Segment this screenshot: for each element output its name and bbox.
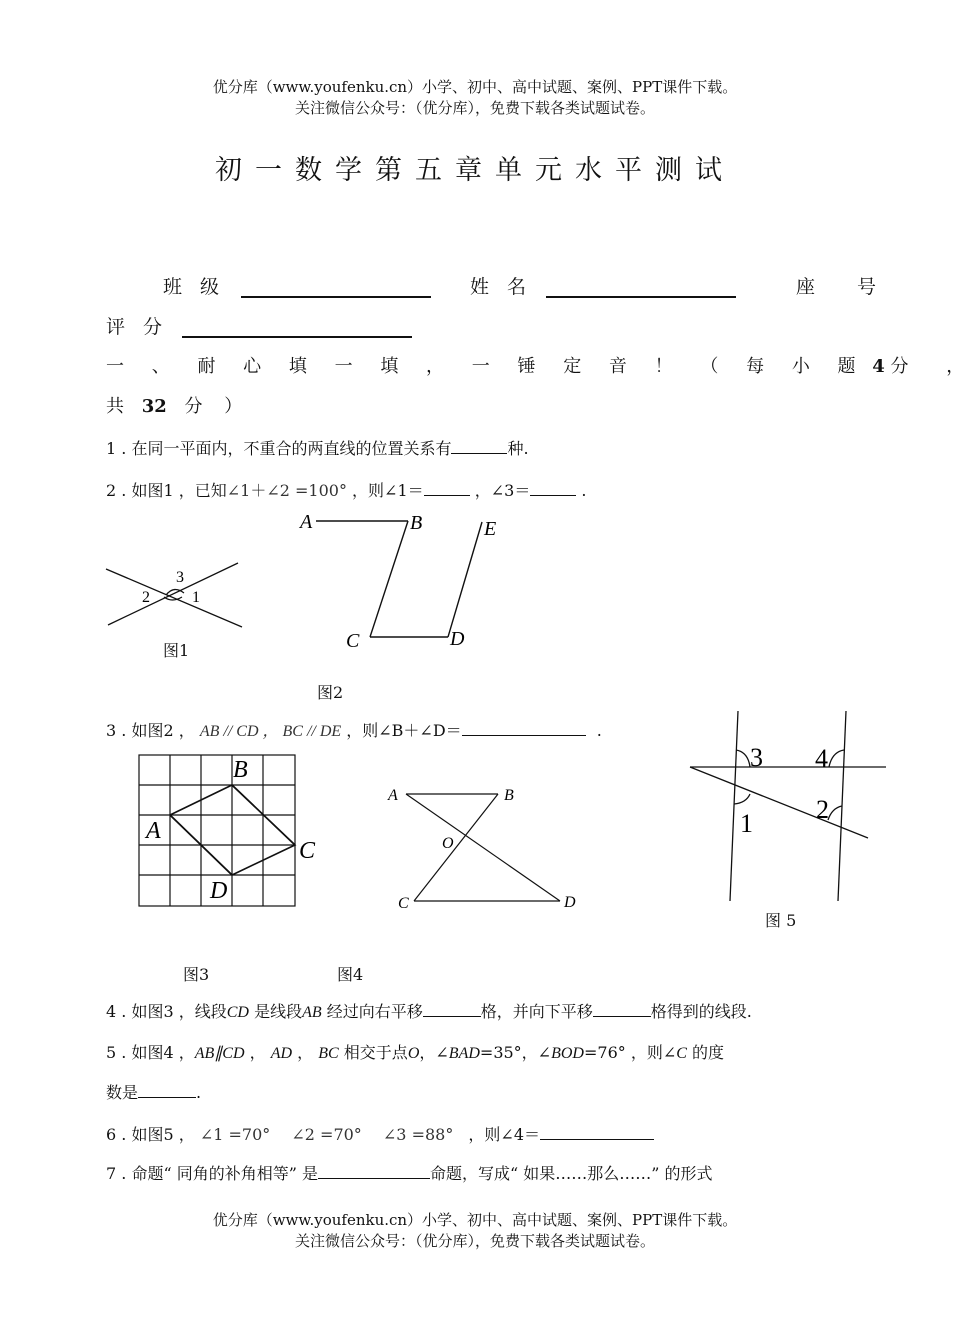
q5-text-g: =76° — [583, 1043, 626, 1062]
q5-number: 5 . — [106, 1043, 127, 1062]
question-5-line-2 — [106, 1082, 201, 1104]
q2-text-b: ，则∠1＝ — [352, 481, 424, 500]
footer-line-2: 关注微信公众号：（优分库），免费下载各类试题试卷。 — [294, 1232, 655, 1250]
section-heading-line2 — [106, 396, 250, 418]
q6-number: 6 . — [106, 1125, 127, 1144]
name-label: 姓 名 — [470, 276, 533, 298]
fig5-label-4: 4 — [815, 744, 828, 773]
q1-text-a: 在同一平面内，不重合的两直线的位置关系有 — [131, 439, 452, 458]
question-7 — [106, 1163, 713, 1185]
q2-text-d: . — [581, 481, 587, 500]
q4-blank-2[interactable] — [593, 1001, 651, 1017]
q5-angle-bod: BOD — [551, 1045, 584, 1062]
q3-number: 3 . — [106, 721, 127, 740]
q4-segment-ab: AB — [302, 1004, 322, 1021]
q4-segment-cd: CD — [226, 1004, 249, 1021]
q4-text-c: 经过向右平移 — [326, 1002, 423, 1021]
score-blank[interactable] — [182, 336, 412, 338]
q3-text-c: . — [596, 721, 602, 740]
section-heading-text-2: 分 ， — [890, 356, 980, 377]
fig4-label-o: O — [442, 835, 454, 852]
q5-text-e: ，∠ — [419, 1043, 449, 1062]
q4-text-b: 是线段 — [254, 1002, 303, 1021]
fig2-label-a: A — [300, 511, 313, 533]
fig2-label-c: C — [346, 630, 360, 652]
figure-4-caption: 图4 — [337, 965, 364, 984]
q6-text-a: 如图5 ， — [131, 1125, 195, 1144]
fig2-label-e: E — [484, 518, 497, 540]
q1-text-b: 种. — [507, 439, 529, 458]
q2-number: 2 . — [106, 481, 127, 500]
section-points-total: 32 — [141, 396, 167, 417]
fig5-label-1: 1 — [740, 809, 753, 838]
q2-condition: ∠1＋∠2 =100° — [226, 481, 347, 500]
question-2 — [106, 480, 587, 502]
q5-angle-c: C — [676, 1045, 687, 1062]
seat-label: 座 号 — [796, 276, 895, 298]
q5-bc: BC — [318, 1045, 339, 1062]
q1-number: 1 . — [106, 439, 127, 458]
figure-3-caption: 图3 — [183, 965, 210, 984]
figure-1 — [100, 555, 250, 635]
score-label: 评 分 — [106, 316, 169, 338]
class-blank[interactable] — [241, 296, 431, 298]
q5-line2-b: . — [196, 1083, 202, 1102]
section-heading-text: 一 、 耐 心 填 一 填 ， 一 锤 定 音 ！ （ 每 小 题 — [106, 356, 867, 377]
q1-blank[interactable] — [451, 438, 507, 454]
section-heading-gong: 共 — [106, 396, 124, 417]
fig3-label-c: C — [299, 838, 316, 864]
header-line-2: 关注微信公众号：（优分库），免费下载各类试题试卷。 — [294, 99, 655, 117]
question-5 — [106, 1042, 724, 1065]
q7-blank[interactable] — [318, 1163, 430, 1179]
q5-text-d: 相交于点 — [343, 1043, 408, 1062]
q4-blank-1[interactable] — [423, 1001, 481, 1017]
fig1-label-2: 2 — [142, 589, 150, 606]
figure-1-caption: 图1 — [163, 641, 190, 660]
q4-text-d: 格，并向下平移 — [480, 1002, 593, 1021]
q5-angle-bad: BAD — [448, 1045, 480, 1062]
q5-text-b: ， — [249, 1043, 266, 1062]
q3-blank[interactable] — [462, 720, 586, 736]
figure-5-caption: 图 5 — [765, 911, 797, 930]
q6-angle-1: ∠1 =70° — [199, 1125, 271, 1144]
fig1-label-1: 1 — [192, 589, 200, 606]
q4-text-e: 格得到的线段. — [650, 1002, 752, 1021]
figure-2-caption: 图2 — [317, 683, 344, 702]
footer-line-1: 优分库（www.youfenku.cn）小学、初中、高中试题、案例、PPT课件下载。 — [212, 1211, 738, 1229]
q6-text-b: ，则∠4＝ — [468, 1125, 541, 1144]
fig2-label-d: D — [450, 628, 465, 650]
q5-text-f: =35°，∠ — [479, 1043, 552, 1062]
q2-blank-1[interactable] — [424, 480, 470, 496]
q7-text-a: 命题“ 同角的补角相等” 是 — [131, 1164, 318, 1183]
q6-angle-2: ∠2 =70° — [291, 1125, 362, 1144]
section-points-each: 4 — [872, 356, 885, 377]
fig4-label-b: B — [504, 787, 514, 804]
section-heading-fen: 分 ） — [184, 396, 251, 417]
q2-blank-2[interactable] — [530, 480, 576, 496]
q4-text-a: 如图3 ，线段 — [131, 1002, 227, 1021]
q7-text-b: 命题，写成“ 如果……那么……” 的形式 — [430, 1164, 713, 1183]
q5-parallel: AB∥CD — [194, 1045, 245, 1062]
q4-number: 4 . — [106, 1002, 127, 1021]
name-blank[interactable] — [546, 296, 736, 298]
q6-angle-3: ∠3 =88° — [382, 1125, 454, 1144]
page-title: 初一数学第五章单元水平测试 — [215, 155, 735, 186]
question-4 — [106, 1001, 752, 1024]
q5-text-a: 如图4 ， — [131, 1043, 195, 1062]
q3-condition: AB // CD ， BC // DE — [199, 723, 342, 740]
figure-3 — [134, 752, 324, 912]
q5-blank[interactable] — [138, 1082, 196, 1098]
q3-text-b: ，则∠B＋∠D＝ — [346, 721, 462, 740]
q2-text-c: ，∠3＝ — [474, 481, 531, 500]
question-6 — [106, 1124, 654, 1146]
q6-blank[interactable] — [540, 1124, 654, 1140]
fig2-label-b: B — [410, 512, 423, 534]
fig4-label-c: C — [398, 895, 409, 912]
question-3 — [106, 720, 602, 743]
fig5-label-3: 3 — [750, 743, 763, 772]
fig3-label-d: D — [210, 878, 228, 904]
fig4-label-d: D — [564, 894, 576, 911]
fig3-label-b: B — [233, 757, 248, 783]
q5-ad: AD — [270, 1045, 293, 1062]
section-heading — [106, 356, 980, 378]
fig5-label-2: 2 — [816, 795, 829, 824]
question-1 — [106, 438, 529, 460]
q2-text-a: 如图1 ，已知 — [131, 481, 227, 500]
q3-text-a: 如图2 ， — [131, 721, 195, 740]
header-line-1: 优分库（www.youfenku.cn）小学、初中、高中试题、案例、PPT课件下载。 — [212, 78, 738, 96]
figure-2 — [290, 508, 520, 658]
q5-text-i: 的度 — [692, 1043, 725, 1062]
class-label: 班 级 — [163, 276, 226, 298]
q5-point-o: O — [407, 1045, 420, 1062]
q5-line2-a: 数是 — [106, 1083, 139, 1102]
q5-text-c: ， — [297, 1043, 314, 1062]
fig4-label-a: A — [388, 787, 398, 804]
q7-number: 7 . — [106, 1164, 127, 1183]
q5-text-h: ，则∠ — [630, 1043, 677, 1062]
figure-4 — [380, 778, 590, 918]
fig1-label-3: 3 — [176, 569, 184, 586]
figure-5 — [686, 708, 892, 904]
fig3-label-a: A — [146, 818, 161, 844]
